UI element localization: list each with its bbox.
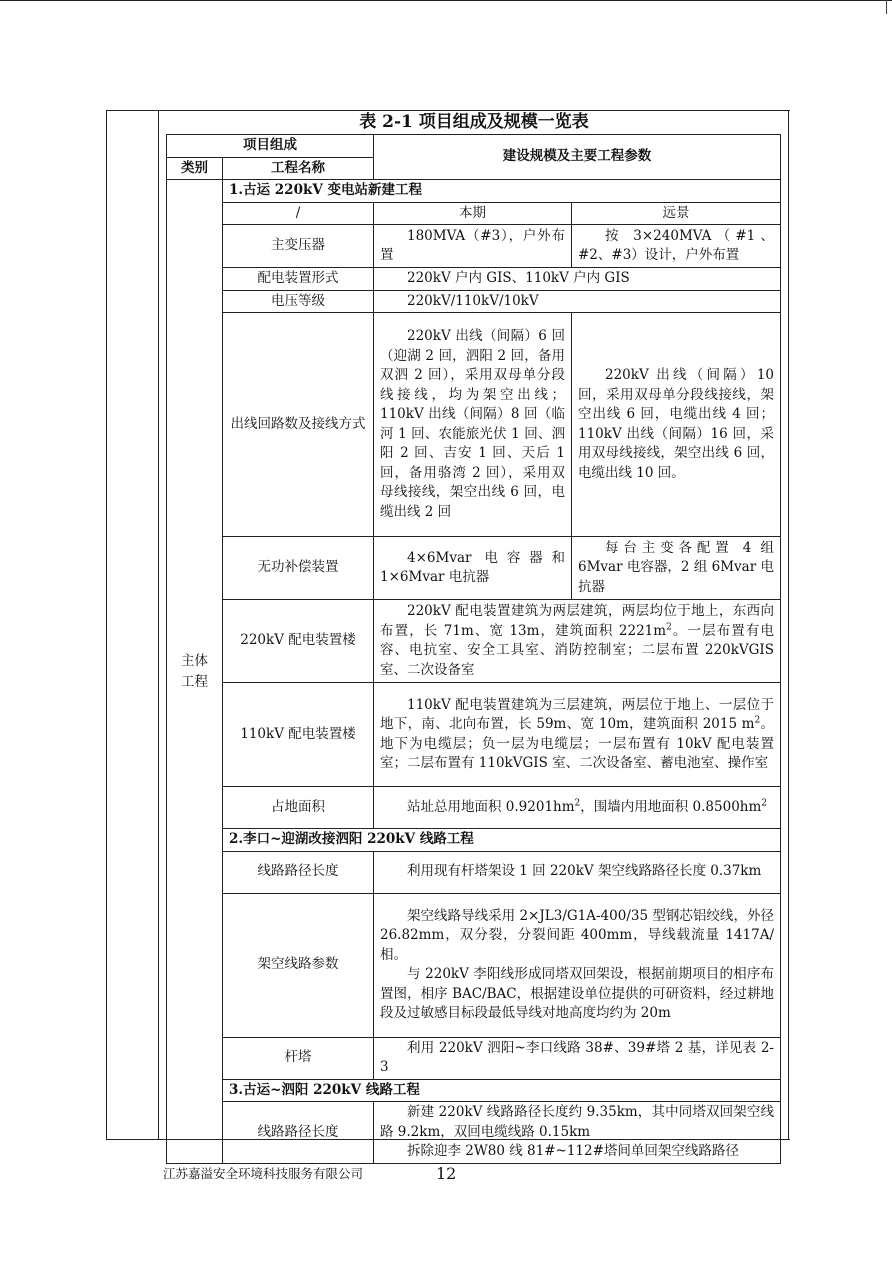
frame-left-outer: [106, 110, 107, 1140]
row-building220-name: 220kV 配电装置楼: [223, 600, 374, 683]
row-s3-length-value: 新建 220kV 线路路径长度约 9.35km，其中同塔双回架空线路 9.2km，双回电缆线路 0.15km 拆除迎李 2W80 线 81#~112#塔间单回架空线路路径: [374, 1102, 781, 1164]
row-building110-value: 110kV 配电装置建筑为三层建筑，两层位于地上、一层位于地下，南、北向布置，长 59m、宽 10m，建筑面积 2015 $m^2$。地下为电缆层；负一层为电缆层；一层布置有 10kV 配电装置室；二层布置有 110kVGIS 室、二次设备室、蓄电池室、操作室: [374, 683, 781, 787]
row-s2-length-value: 利用现有杆塔架设 1 回 220kV 架空线路路径长度 0.37km: [374, 851, 781, 893]
page-number: 12: [436, 1164, 457, 1183]
col-future: 远景: [572, 202, 781, 225]
row-voltage-name: 电压等级: [223, 290, 374, 313]
col-current: 本期: [374, 202, 572, 225]
row-reactive-future: 每台主变各配置 4 组 6Mvar 电容器，2 组 6Mvar 电抗器: [572, 537, 781, 600]
row-building110-name: 110kV 配电装置楼: [223, 683, 374, 787]
row-area-name: 占地面积: [223, 787, 374, 829]
row-outlets-future: 220kV 出线（间隔）10 回，采用双母单分段线接线，架空出线 6 回，电缆出线 4 回；110kV 出线（间隔）16 回，采用双母线接线，架空出线 6 回，电缆出线 10 回。: [572, 313, 781, 537]
row-s2-params-name: 架空线路参数: [223, 893, 374, 1037]
row-distribution-value: 220kV 户内 GIS、110kV 户内 GIS: [374, 268, 781, 291]
section2-title: 2.李口~迎湖改接泗阳 220kV 线路工程: [223, 829, 781, 852]
row-transformer-future: 按 3×240MVA（#1、#2、#3）设计，户外布置: [572, 225, 781, 268]
row-outlets-current: 220kV 出线（间隔）6 回（迎湖 2 回，泗阳 2 回，备用双泗 2 回），采用双母单分段线接线，均为架空出线；110kV 出线（间隔）8 回（临河 1 回、农能旅光伏 1 回、泗阳 2 回、吉安 1 回、天后 1 回，备用骆湾 2 回），采用双母线接线，架空出线 6 回，电缆出线 2 回: [374, 313, 572, 537]
row-reactive-current: 4×6Mvar 电容器和 1×6Mvar 电抗器: [374, 537, 572, 600]
row-voltage-value: 220kV/110kV/10kV: [374, 290, 781, 313]
frame-left-inner: [158, 110, 159, 1140]
row-outlets-name: 出线回路数及接线方式: [223, 313, 374, 537]
header-composition: 项目组成: [167, 135, 374, 158]
row-area-value: 站址总用地面积 $0.9201hm^2$，围墙内用地面积 $0.8500hm^2$: [374, 787, 781, 829]
top-tick: [886, 0, 887, 14]
header-params: 建设规模及主要工程参数: [374, 135, 781, 180]
section3-title: 3.古运~泗阳 220kV 线路工程: [223, 1079, 781, 1102]
category-main: 主体工程: [167, 180, 223, 1164]
row-building220-value: 220kV 配电装置建筑为两层建筑，两层均位于地上，东西向布置，长 71m、宽 13m，建筑面积 $2221m^2$。一层布置有电容、电抗室、安全工具室、消防控制室；二层布置 220kVGIS 室、二次设备室: [374, 600, 781, 683]
section1-title: 1.古运 220kV 变电站新建工程: [223, 180, 781, 203]
row-transformer-current: 180MVA（#3），户外布置: [374, 225, 572, 268]
row-distribution-name: 配电装置形式: [223, 268, 374, 291]
row-s3-length-name: 线路路径长度: [223, 1102, 374, 1164]
row-s2-tower-value: 利用 220kV 泗阳~李口线路 38#、39#塔 2 基，详见表 2-3: [374, 1037, 781, 1079]
project-table: [166, 134, 781, 1164]
footer-company: 江苏嘉溢安全环境科技服务有限公司: [163, 1166, 364, 1181]
row-transformer-name: 主变压器: [223, 225, 374, 268]
frame-right: [788, 110, 789, 1140]
header-category: 类别: [167, 157, 223, 180]
col-slash: /: [223, 202, 374, 225]
header-name: 工程名称: [223, 157, 374, 180]
row-s2-length-name: 线路路径长度: [223, 851, 374, 893]
row-reactive-name: 无功补偿装置: [223, 537, 374, 600]
table-title: 表 2-1 项目组成及规模一览表: [359, 112, 589, 132]
row-s2-tower-name: 杆塔: [223, 1037, 374, 1079]
row-s2-params-value: 架空线路导线采用 2×JL3/G1A-400/35 型钢芯铝绞线，外径 26.82mm，双分裂，分裂间距 400mm，导线载流量 1417A/相。 与 220kV 李阳线形成同塔双回架设，根据前期项目的相序布置图，相序 BAC/BAC，根据建设单位提供的可研资料，经过耕地段及过敏感目标段最低导线对地高度均约为 20m: [374, 893, 781, 1037]
top-rule: [0, 0, 892, 1]
